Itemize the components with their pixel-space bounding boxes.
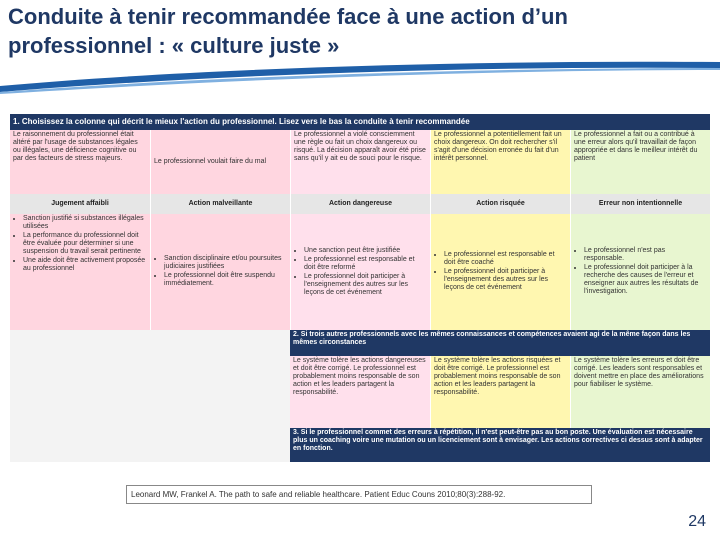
header-swoosh-decoration <box>0 56 720 96</box>
action-item: • Une aide doit être activement proposée au professionnel <box>23 257 147 273</box>
step2-banner: 2. Si trois autres professionnels avec les mêmes connaissances et compétences avaient agi de la même façon dans les mêmes circonstances <box>290 330 710 356</box>
header-impaired-judgment: Jugement affaibli <box>10 194 150 214</box>
desc-impaired-judgment: Le raisonnement du professionnel était altéré par l'usage de substances légales ou illégales, une déficience cognitive ou par des facteurs de stress majeurs. <box>10 130 150 194</box>
header-malicious: Action malveillante <box>150 194 290 214</box>
actions-risky <box>430 214 570 330</box>
culture-juste-table <box>10 114 710 462</box>
action-item: • Le professionnel est responsable et doit être reformé <box>304 256 427 272</box>
action-item: • Le professionnel est responsable et doit être coaché <box>444 251 567 267</box>
step3-banner: 3. Si le professionnel commet des erreurs à répétition, il n'est peut-être pas au bon poste. Une évaluation est nécessaire plus un coaching voire une mutation ou un licenciement sont à envisager. Les actions correctives ci dessus sont à adapter en fonction. <box>290 428 710 462</box>
desc-risky: Le professionnel a potentiellement fait un choix dangereux. On doit rechercher s'il s'agit d'une décision erronée du fait d'un intérêt personnel. <box>430 130 570 194</box>
step2-risky: Le système tolère les actions risquées et doit être corrigé. Le professionnel est probablement moins responsable de son action et les leaders partagent la responsabilité. <box>430 356 570 428</box>
actions-impaired-judgment <box>10 214 150 330</box>
desc-unintentional: Le professionnel a fait ou a contribué à une erreur alors qu'il travaillait de façon appropriée et dans le meilleur intérêt du patient <box>570 130 710 194</box>
action-item: • Sanction justifié si substances illégales utilisées <box>23 215 147 231</box>
actions-malicious <box>150 214 290 330</box>
step2-reckless: Le système tolère les actions dangereuses et doit être corrigé. Le professionnel est probablement moins responsable de son action et les leaders partagent la responsabilité. <box>290 356 430 428</box>
header-unintentional: Erreur non intentionnelle <box>570 194 710 214</box>
actions-unintentional <box>570 214 710 330</box>
desc-malicious: Le professionnel voulait faire du mal <box>150 130 290 194</box>
header-risky: Action risquée <box>430 194 570 214</box>
action-item: • Le professionnel doit participer à la recherche des causes de l'erreur et enseigner aux autres les résultats de l'investigation. <box>584 264 707 296</box>
action-item: • Une sanction peut être justifiée <box>304 247 427 255</box>
step2-unintentional: Le système tolère les erreurs et doit être corrigé. Les leaders sont responsables et doivent mettre en place des améliorations pour fiabiliser le système. <box>570 356 710 428</box>
action-item: • Sanction disciplinaire et/ou poursuites judiciaires justifiées <box>164 255 287 271</box>
slide-title: Conduite à tenir recommandée face à une action d’un professionnel : « culture juste » <box>8 4 568 58</box>
action-item: • Le professionnel doit participer à l'enseignement des autres sur les leçons de cet événement <box>444 268 567 292</box>
action-item: • Le professionnel doit participer à l'enseignement des autres sur les leçons de cet événement <box>304 273 427 297</box>
header-reckless: Action dangereuse <box>290 194 430 214</box>
step1-banner: 1. Choisissez la colonne qui décrit le mieux l'action du professionnel. Lisez vers le bas la conduite à tenir recommandée <box>10 114 710 130</box>
desc-reckless: Le professionnel a violé consciemment une règle ou fait un choix dangereux ou risqué. La décision apparaît avoir été prise sans qu'il y ait eu de souci pour le risque. <box>290 130 430 194</box>
action-item: • Le professionnel n'est pas responsable. <box>584 247 707 263</box>
page-number: 24 <box>688 513 706 530</box>
actions-reckless <box>290 214 430 330</box>
action-item: • Le professionnel doit être suspendu immédiatement. <box>164 272 287 288</box>
action-item: • La performance du professionnel doit être évaluée pour déterminer si une suspension du travail serait pertinente <box>23 232 147 256</box>
citation: Leonard MW, Frankel A. The path to safe and reliable healthcare. Patient Educ Couns 2010;80(3):288-92. <box>126 485 592 504</box>
